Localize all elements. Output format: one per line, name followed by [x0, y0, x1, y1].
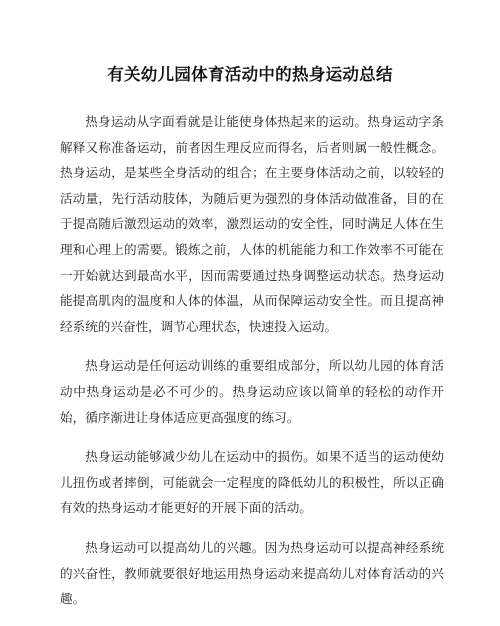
document-body — [60, 109, 444, 626]
paragraph-1: 热身运动从字面看就是让能使身体热起来的运动。热身运动字条解释又称准备运动，前者因生理反应而得名，后者则属一般性概念。热身运动，是某些全身活动的组合；在主要身体活动之前，以较轻的活动量，先行活动肢体，为随后更为强烈的身体活动做准备，目的在于提高随后激烈运动的效率，激烈运动的安全性，同时满足人体在生理和心理上的需要。锻炼之前，人体的机能能力和工作效率不可能在一开始就达到最高水平，因而需要通过热身调整运动状态。热身运动能提高肌肉的温度和人体的体温，从而保障运动安全性。而且提高神经系统的兴奋性，调节心理状态，快速投入运动。 — [60, 114, 444, 334]
paragraph-4: 热身运动可以提高幼儿的兴趣。因为热身运动可以提高神经系统的兴奋性，教师就要很好地运用热身运动来提高幼儿对体育活动的兴趣。 — [60, 539, 444, 607]
paragraph-3: 热身运动能够减少幼儿在运动中的损伤。如果不适当的运动使幼儿扭伤或者摔倒，可能就会一定程度的降低幼儿的积极性，所以正确有效的热身运动才能更好的开展下面的活动。 — [60, 449, 444, 516]
paragraph-2: 热身运动是任何运动训练的重要组成部分，所以幼儿园的体育活动中热身运动是必不可少的。热身运动应该以简单的轻松的动作开始，循序渐进让身体适应更高强度的练习。 — [60, 358, 444, 425]
document-title: 有关幼儿园体育活动中的热身运动总结 — [107, 65, 393, 84]
